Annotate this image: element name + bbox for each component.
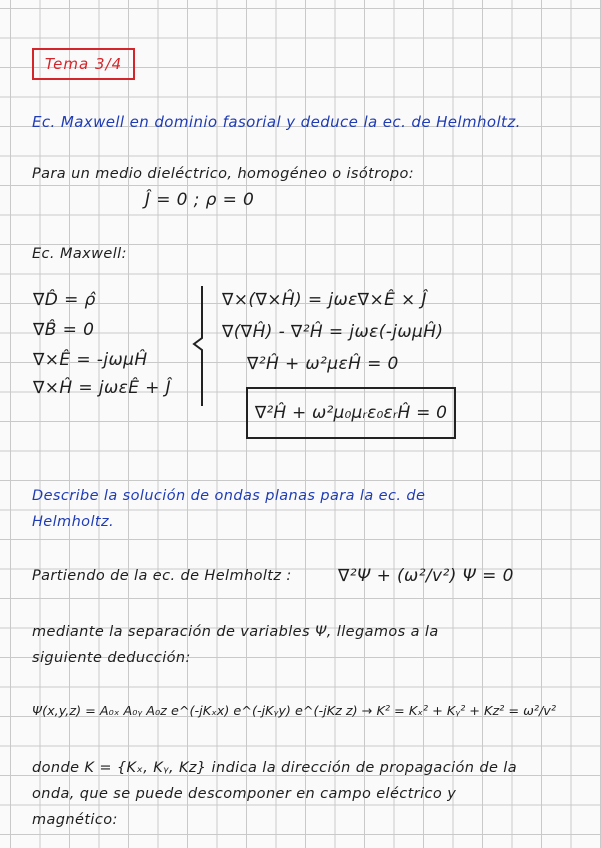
condition-equation: Ĵ = 0 ; ρ = 0 (145, 190, 255, 210)
question-2-line-2: Helmholtz. (32, 514, 114, 530)
maxwell-eq-2: ∇B̂ = 0 (33, 320, 95, 340)
k-line-2: onda, que se puede descomponer en campo eléctrico y (32, 786, 457, 802)
k-line-1: donde K = {Kₓ, Kᵧ, Kz} indica la dirección de propagación de la (32, 760, 518, 776)
derivation-line-3: ∇²Ĥ + ω²μεĤ = 0 (247, 354, 399, 374)
maxwell-eq-1: ∇D̂ = ρ̂ (33, 290, 96, 310)
maxwell-eq-4: ∇×Ĥ = jωεÊ + Ĵ (33, 378, 172, 398)
derivation-line-2: ∇(∇Ĥ) - ∇²Ĥ = jωε(-jωμĤ) (222, 322, 444, 342)
derivation-line-1: ∇×(∇×Ĥ) = jωε∇×Ê × Ĵ (222, 290, 427, 310)
maxwell-eq-3: ∇×Ê = -jωμĤ (33, 350, 148, 370)
maxwell-label: Ec. Maxwell: (32, 246, 127, 262)
question-1: Ec. Maxwell en dominio fasorial y deduce la ec. de Helmholtz. (32, 113, 521, 131)
question-2-line-1: Describe la solución de ondas planas para la ec. de (32, 488, 426, 504)
k-line-3: magnético: (32, 812, 118, 828)
curly-brace (188, 284, 224, 408)
psi-equation: Ψ(x,y,z) = A₀ₓ A₀ᵧ A₀z e^(-jKₓx) e^(-jKᵧy) e^(-jKz z) → K² = Kₓ² + Kᵧ² + Kz² = ω²/v² (32, 704, 557, 719)
result-equation-box: ∇²Ĥ + ω²μ₀μᵣε₀εᵣĤ = 0 (246, 387, 456, 439)
topic-title: Tema 3/4 (32, 48, 135, 80)
separation-line-1: mediante la separación de variables Ψ, llegamos a la (32, 624, 439, 640)
separation-line-2: siguiente deducción: (32, 650, 191, 666)
helmholtz-equation: ∇²Ψ + (ω²/v²) Ψ = 0 (338, 566, 514, 586)
helmholtz-text: Partiendo de la ec. de Helmholtz : (32, 568, 292, 584)
paragraph-medium: Para un medio dieléctrico, homogéneo o isótropo: (32, 166, 415, 182)
